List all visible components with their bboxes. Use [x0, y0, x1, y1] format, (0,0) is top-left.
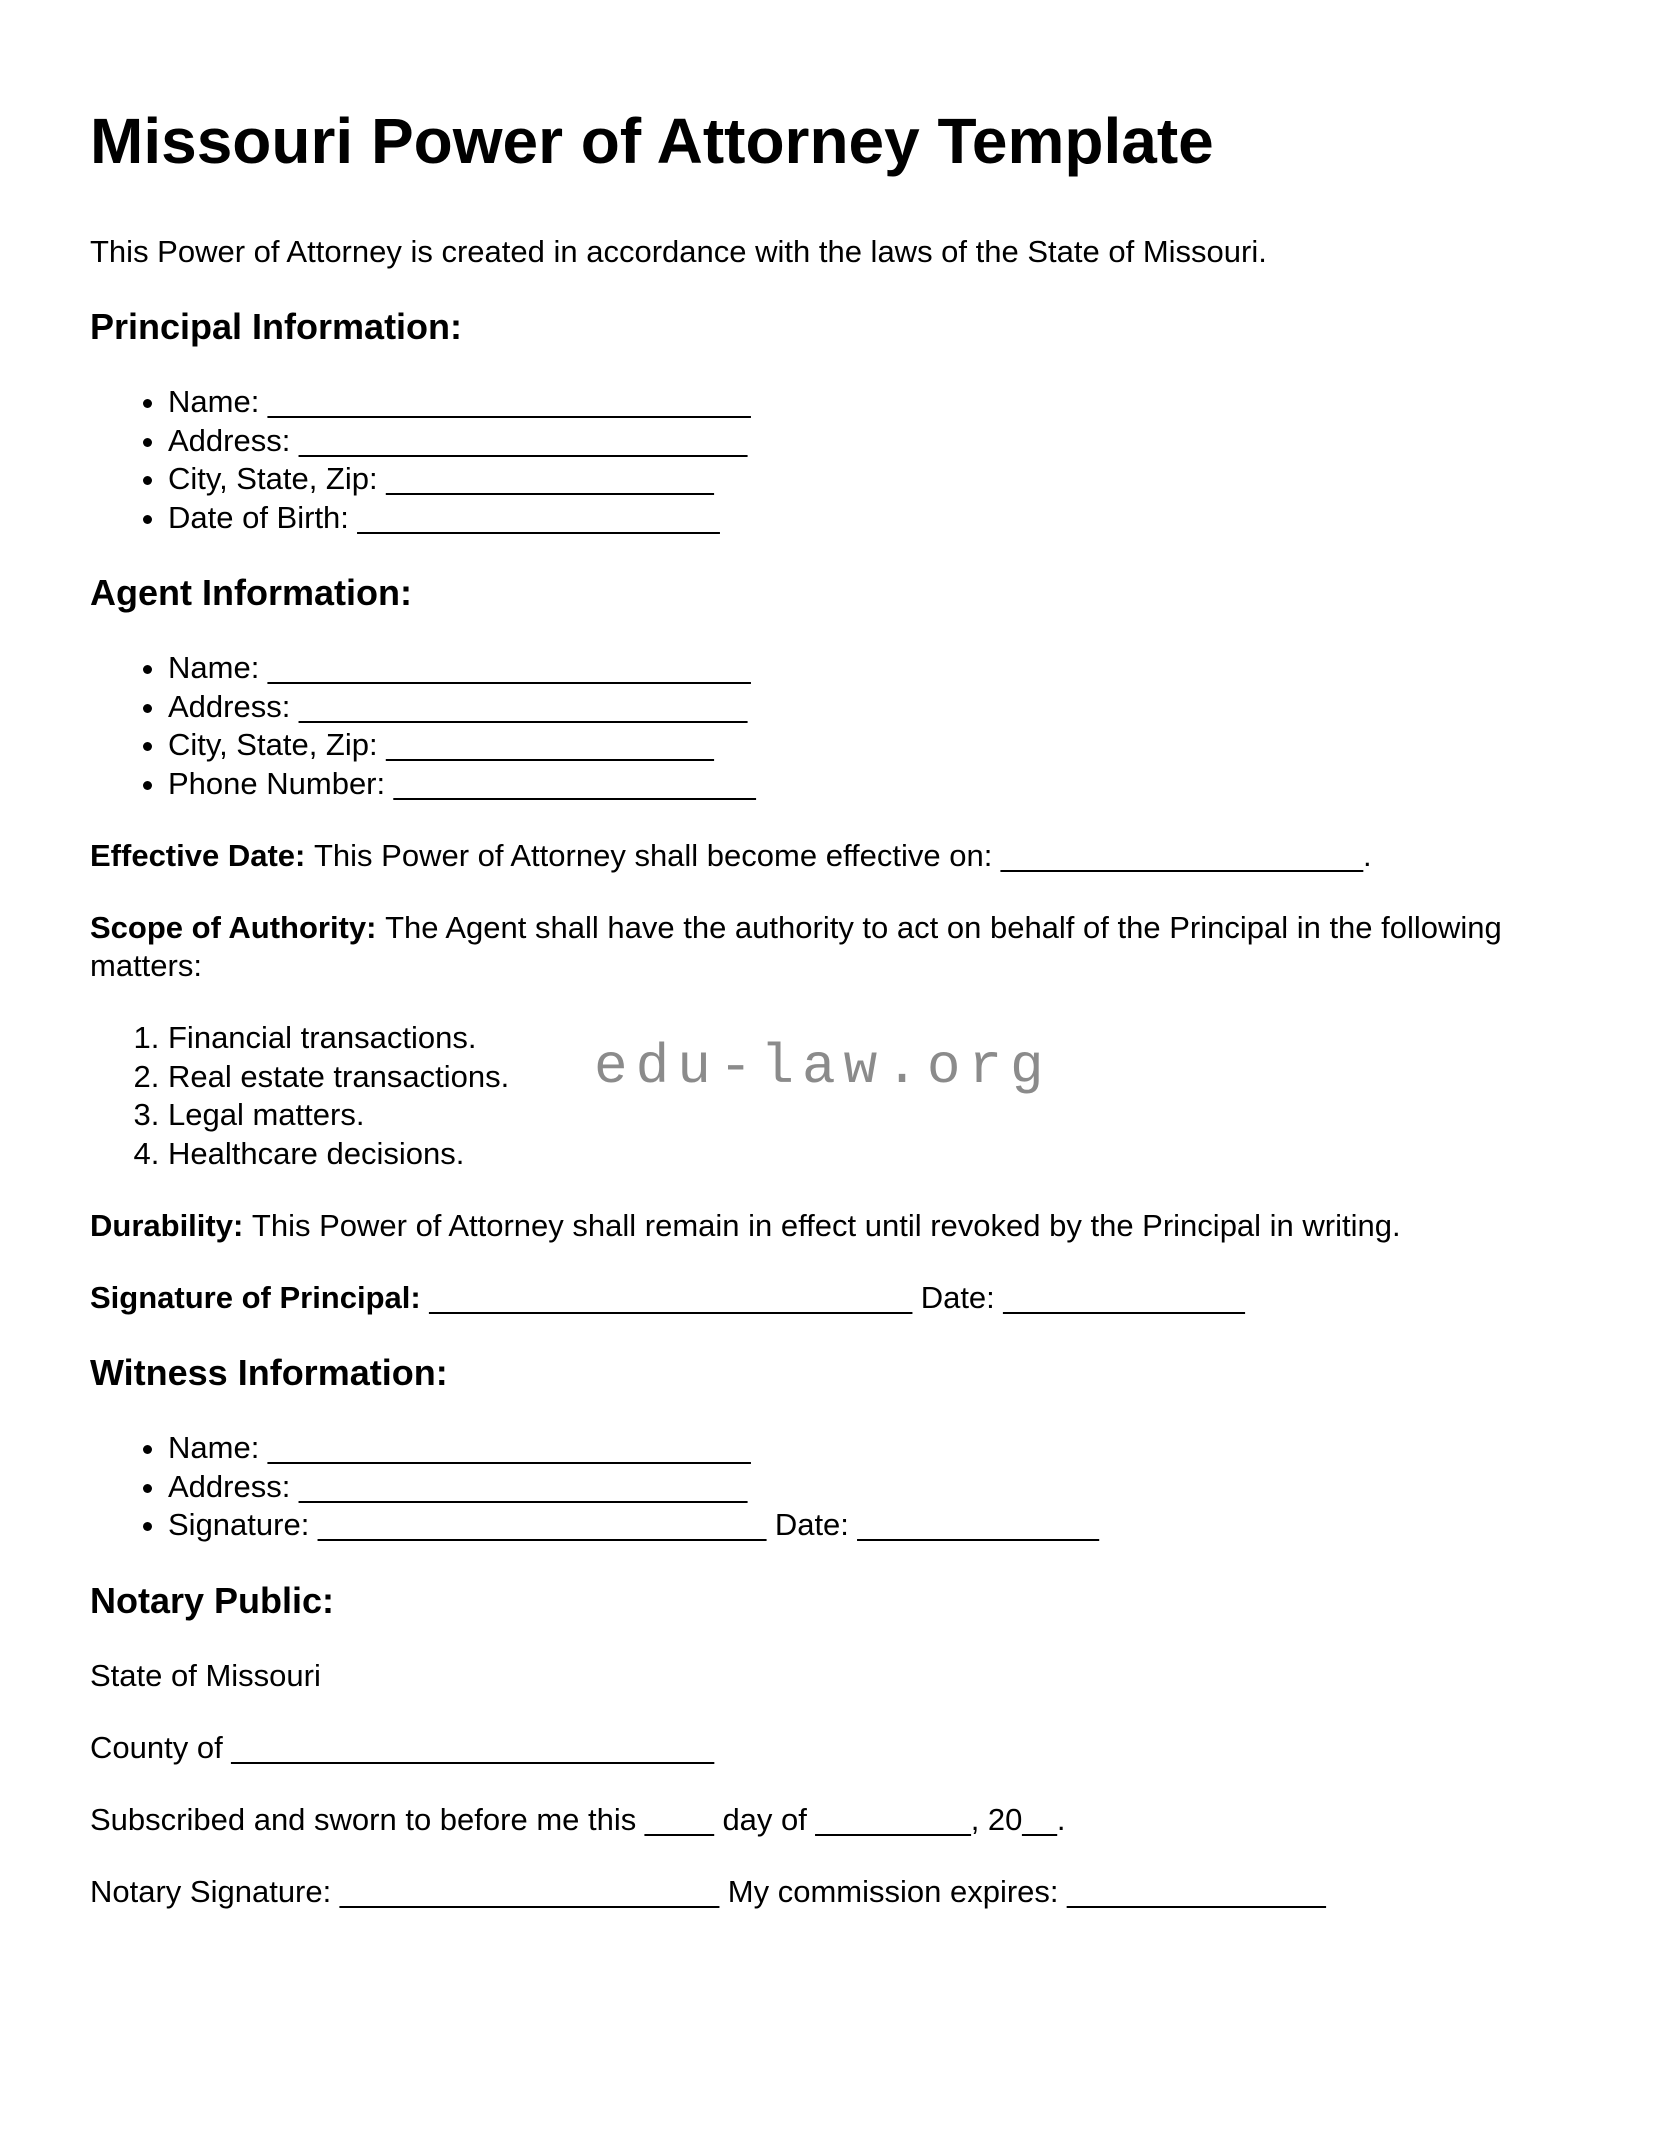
principal-signature-paragraph: [90, 1279, 1574, 1317]
notary-county-label: County of: [90, 1729, 232, 1765]
witness-name-label: Name:: [168, 1430, 268, 1465]
principal-address-label: Address:: [168, 422, 299, 458]
section-heading-notary: Notary Public:: [90, 1579, 335, 1621]
agent-name-blank-line: ____________________________: [267, 650, 751, 685]
notary-county-line: [90, 1729, 1574, 1767]
principal-city-state-zip-row: [168, 460, 1574, 499]
agent-name-label: Name:: [168, 650, 268, 685]
principal-signature-date-label: Date:: [912, 1280, 1004, 1315]
matter-real-estate: 2. Real estate transactions.: [168, 1058, 1574, 1097]
principal-signature-label: Signature of Principal:: [90, 1280, 430, 1315]
witness-name-blank-line: ____________________________: [267, 1430, 751, 1465]
principal-name-row: [168, 383, 1574, 422]
principal-date-of-birth-row: [168, 499, 1574, 538]
matter-legal: 3. Legal matters.: [168, 1096, 1574, 1135]
notary-signature-blank-line: ______________________: [339, 1873, 720, 1909]
witness-signature-blank-line: __________________________: [317, 1507, 767, 1542]
effective-date-blank-line: _____________________: [1000, 838, 1363, 873]
notary-sworn-month-blank-line: _________: [815, 1801, 971, 1837]
intro-paragraph: This Power of Attorney is created in accordance with the laws of the State of Missouri.: [90, 234, 1267, 269]
principal-field-list: [90, 383, 1574, 537]
durability-label: Durability:: [90, 1208, 252, 1243]
effective-date-text: This Power of Attorney shall become effective on:: [313, 838, 1001, 873]
effective-date-paragraph: [90, 837, 1574, 875]
document-title: Missouri Power of Attorney Template: [90, 105, 1214, 177]
agent-address-row: [168, 688, 1574, 727]
principal-address-row: [168, 422, 1574, 461]
notary-commission-expires-blank-line: _______________: [1067, 1873, 1326, 1909]
notary-state-line: State of Missouri: [90, 1657, 321, 1693]
principal-name-blank-line: ____________________________: [267, 384, 751, 419]
agent-address-blank-line: __________________________: [298, 688, 748, 724]
agent-city-state-zip-row: [168, 726, 1574, 765]
agent-address-label: Address:: [168, 688, 299, 724]
agent-phone-row: [168, 765, 1574, 804]
scope-label: Scope of Authority:: [90, 910, 386, 945]
scope-text: The Agent shall have the authority to act on behalf of the Principal in the following matters:: [90, 910, 1502, 983]
principal-signature-date-blank-line: ______________: [1003, 1280, 1245, 1315]
principal-name-label: Name:: [168, 384, 268, 419]
durability-paragraph: [90, 1207, 1574, 1245]
principal-date-of-birth-label: Date of Birth:: [168, 499, 358, 535]
principal-city-state-zip-label: City, State, Zip:: [168, 461, 387, 496]
durability-text: This Power of Attorney shall remain in effect until revoked by the Principal in writing.: [251, 1208, 1401, 1243]
agent-field-list: [90, 649, 1574, 803]
agent-phone-label: Phone Number:: [168, 765, 394, 801]
notary-county-blank-line: ____________________________: [231, 1729, 715, 1765]
witness-signature-row: [168, 1506, 1574, 1545]
principal-city-state-zip-blank-line: ___________________: [386, 461, 714, 496]
agent-city-state-zip-blank-line: ___________________: [386, 727, 714, 762]
matter-financial: 1. Financial transactions.: [168, 1019, 1574, 1058]
notary-commission-expires-label: My commission expires:: [719, 1873, 1068, 1909]
notary-sworn-day-blank-line: ____: [644, 1801, 714, 1837]
section-heading-agent: Agent Information:: [90, 572, 412, 613]
notary-sworn-text-3: , 20: [970, 1801, 1023, 1837]
scope-paragraph: [90, 909, 1574, 985]
agent-phone-blank-line: _____________________: [393, 765, 756, 801]
notary-sworn-line: [90, 1801, 1574, 1839]
witness-signature-date-blank-line: ______________: [857, 1507, 1099, 1542]
principal-date-of-birth-blank-line: _____________________: [357, 499, 720, 535]
agent-name-row: [168, 649, 1574, 688]
notary-sworn-year-blank-line: __: [1022, 1801, 1057, 1837]
witness-signature-label: Signature:: [168, 1507, 318, 1542]
section-heading-witness: Witness Information:: [90, 1352, 448, 1393]
section-heading-principal: Principal Information:: [90, 306, 463, 347]
effective-date-suffix: .: [1362, 838, 1372, 873]
watermark: edu-law.org: [594, 1035, 1052, 1099]
witness-address-row: [168, 1468, 1574, 1507]
principal-address-blank-line: __________________________: [298, 422, 748, 458]
principal-signature-blank-line: ____________________________: [429, 1280, 913, 1315]
notary-signature-line: [90, 1873, 1574, 1911]
notary-sworn-text-2: day of: [713, 1801, 816, 1837]
notary-sworn-suffix: .: [1056, 1801, 1066, 1837]
agent-city-state-zip-label: City, State, Zip:: [168, 727, 387, 762]
matter-healthcare: 4. Healthcare decisions.: [168, 1135, 1574, 1174]
witness-field-list: [90, 1429, 1574, 1545]
witness-address-blank-line: __________________________: [298, 1468, 748, 1504]
witness-name-row: [168, 1429, 1574, 1468]
witness-signature-date-label: Date:: [766, 1507, 858, 1542]
witness-address-label: Address:: [168, 1468, 299, 1504]
scope-matter-list: [90, 1019, 1574, 1173]
notary-signature-label: Notary Signature:: [90, 1873, 340, 1909]
notary-sworn-text-1: Subscribed and sworn to before me this: [90, 1801, 645, 1837]
effective-date-label: Effective Date:: [90, 838, 314, 873]
